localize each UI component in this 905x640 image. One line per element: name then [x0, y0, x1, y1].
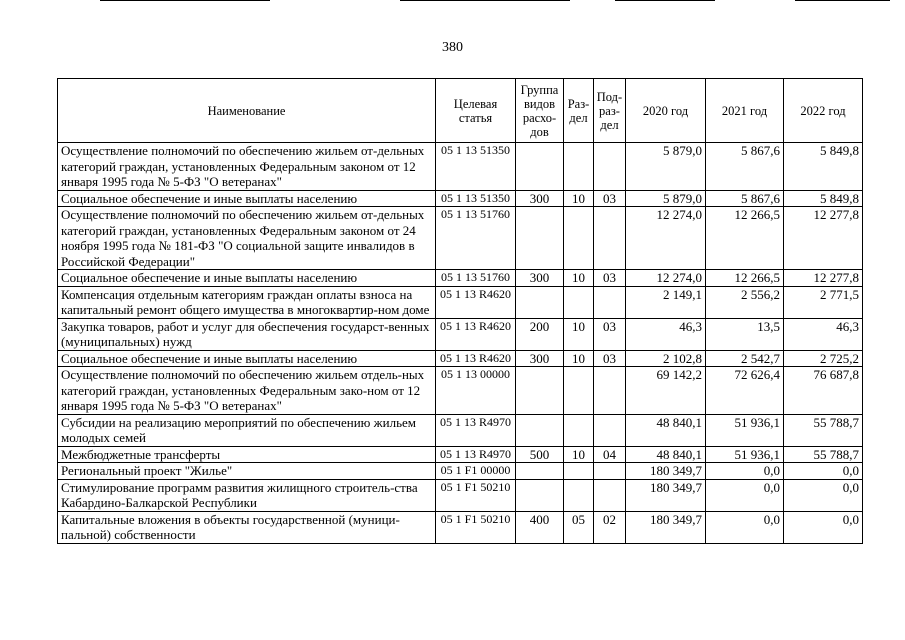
cell-section: [564, 463, 594, 480]
cell-2020: 69 142,2: [626, 367, 706, 415]
table-row: [58, 350, 863, 367]
cell-group: 200: [516, 318, 564, 350]
cell-name: Стимулирование программ развития жилищного строитель-ства Кабардино-Балкарской Республики: [58, 479, 436, 511]
top-rule-left: [100, 0, 270, 1]
cell-subsection: 03: [594, 350, 626, 367]
cell-2022: 5 849,8: [784, 143, 863, 191]
cell-section: 05: [564, 511, 594, 543]
table-body: [58, 143, 863, 544]
table-row: [58, 446, 863, 463]
cell-target: 05 1 13 R4620: [436, 318, 516, 350]
cell-subsection: [594, 479, 626, 511]
table-row: [58, 207, 863, 270]
cell-2021: 0,0: [706, 463, 784, 480]
header-section: Раз-дел: [564, 79, 594, 143]
cell-group: 300: [516, 190, 564, 207]
cell-target: 05 1 13 51760: [436, 207, 516, 270]
header-target: Целевая статья: [436, 79, 516, 143]
cell-2022: 0,0: [784, 479, 863, 511]
cell-2022: 76 687,8: [784, 367, 863, 415]
cell-name: Межбюджетные трансферты: [58, 446, 436, 463]
cell-2022: 2 771,5: [784, 286, 863, 318]
cell-subsection: [594, 143, 626, 191]
header-2022: 2022 год: [784, 79, 863, 143]
cell-target: 05 1 F1 50210: [436, 479, 516, 511]
table-row: [58, 318, 863, 350]
cell-section: [564, 367, 594, 415]
cell-2020: 2 149,1: [626, 286, 706, 318]
header-2021: 2021 год: [706, 79, 784, 143]
cell-name: Социальное обеспечение и иные выплаты населению: [58, 270, 436, 287]
cell-2021: 5 867,6: [706, 143, 784, 191]
cell-2022: 2 725,2: [784, 350, 863, 367]
top-rule-right: [615, 0, 715, 1]
cell-subsection: 03: [594, 318, 626, 350]
cell-section: 10: [564, 318, 594, 350]
cell-2020: 46,3: [626, 318, 706, 350]
table-row: [58, 463, 863, 480]
cell-name: Осуществление полномочий по обеспечению жильем от-дельных категорий граждан, установленных Федеральным законом от 12 января 1995 года № 5-ФЗ "О ветеранах": [58, 143, 436, 191]
cell-section: 10: [564, 190, 594, 207]
table-row: [58, 270, 863, 287]
cell-target: 05 1 13 51350: [436, 190, 516, 207]
cell-2020: 12 274,0: [626, 207, 706, 270]
cell-group: 400: [516, 511, 564, 543]
cell-target: 05 1 F1 00000: [436, 463, 516, 480]
table-row: [58, 286, 863, 318]
cell-target: 05 1 F1 50210: [436, 511, 516, 543]
cell-subsection: 04: [594, 446, 626, 463]
cell-target: 05 1 13 R4970: [436, 414, 516, 446]
header-name: Наименование: [58, 79, 436, 143]
cell-2021: 5 867,6: [706, 190, 784, 207]
table-header: [58, 79, 863, 143]
budget-table: [57, 78, 863, 544]
cell-group: 300: [516, 350, 564, 367]
cell-2021: 51 936,1: [706, 446, 784, 463]
page-number: 380: [442, 40, 463, 55]
cell-group: [516, 479, 564, 511]
table-row: [58, 367, 863, 415]
header-row: [58, 79, 863, 143]
cell-section: [564, 479, 594, 511]
header-group: Группа видов расхо-дов: [516, 79, 564, 143]
cell-2022: 0,0: [784, 511, 863, 543]
cell-target: 05 1 13 R4620: [436, 350, 516, 367]
cell-2022: 55 788,7: [784, 414, 863, 446]
cell-name: Компенсация отдельным категориям граждан оплаты взноса на капитальный ремонт общего имущества в многоквартир-ном доме: [58, 286, 436, 318]
cell-name: Капитальные вложения в объекты государственной (муници-пальной) собственности: [58, 511, 436, 543]
cell-2020: 5 879,0: [626, 143, 706, 191]
cell-section: 10: [564, 270, 594, 287]
cell-name: Субсидии на реализацию мероприятий по обеспечению жильем молодых семей: [58, 414, 436, 446]
cell-2021: 12 266,5: [706, 270, 784, 287]
cell-2020: 5 879,0: [626, 190, 706, 207]
cell-2020: 2 102,8: [626, 350, 706, 367]
cell-section: [564, 143, 594, 191]
top-rule-far-right: [795, 0, 890, 1]
cell-2021: 72 626,4: [706, 367, 784, 415]
cell-2021: 0,0: [706, 511, 784, 543]
table-row: [58, 479, 863, 511]
cell-subsection: [594, 463, 626, 480]
cell-group: 300: [516, 270, 564, 287]
cell-subsection: 03: [594, 190, 626, 207]
cell-group: [516, 207, 564, 270]
cell-name: Осуществление полномочий по обеспечению жильем отдель-ных категорий граждан, установленных Федеральным зако-ном от 12 января 1995 года № 5-ФЗ "О ветеранах": [58, 367, 436, 415]
header-2020: 2020 год: [626, 79, 706, 143]
cell-section: [564, 414, 594, 446]
cell-group: [516, 143, 564, 191]
cell-2022: 0,0: [784, 463, 863, 480]
cell-section: [564, 286, 594, 318]
cell-2022: 55 788,7: [784, 446, 863, 463]
cell-2020: 12 274,0: [626, 270, 706, 287]
table-row: [58, 143, 863, 191]
cell-group: [516, 414, 564, 446]
cell-name: Региональный проект "Жилье": [58, 463, 436, 480]
table-row: [58, 511, 863, 543]
table-row: [58, 414, 863, 446]
top-rule-middle: [400, 0, 570, 1]
cell-subsection: [594, 367, 626, 415]
cell-2021: 2 556,2: [706, 286, 784, 318]
cell-2021: 51 936,1: [706, 414, 784, 446]
cell-subsection: 02: [594, 511, 626, 543]
cell-name: Социальное обеспечение и иные выплаты населению: [58, 190, 436, 207]
cell-target: 05 1 13 R4970: [436, 446, 516, 463]
cell-subsection: 03: [594, 270, 626, 287]
cell-2021: 13,5: [706, 318, 784, 350]
cell-2022: 12 277,8: [784, 270, 863, 287]
cell-group: 500: [516, 446, 564, 463]
cell-group: [516, 367, 564, 415]
table-row: [58, 190, 863, 207]
cell-subsection: [594, 414, 626, 446]
cell-name: Социальное обеспечение и иные выплаты населению: [58, 350, 436, 367]
cell-group: [516, 286, 564, 318]
cell-section: [564, 207, 594, 270]
cell-2021: 2 542,7: [706, 350, 784, 367]
cell-section: 10: [564, 350, 594, 367]
cell-group: [516, 463, 564, 480]
header-subsection: Под-раз-дел: [594, 79, 626, 143]
cell-target: 05 1 13 51350: [436, 143, 516, 191]
cell-2020: 48 840,1: [626, 414, 706, 446]
cell-2022: 5 849,8: [784, 190, 863, 207]
cell-2020: 180 349,7: [626, 511, 706, 543]
cell-2022: 12 277,8: [784, 207, 863, 270]
cell-name: Закупка товаров, работ и услуг для обеспечения государст-венных (муниципальных) нужд: [58, 318, 436, 350]
cell-2020: 180 349,7: [626, 463, 706, 480]
cell-subsection: [594, 286, 626, 318]
cell-2020: 48 840,1: [626, 446, 706, 463]
cell-2020: 180 349,7: [626, 479, 706, 511]
cell-2021: 12 266,5: [706, 207, 784, 270]
cell-target: 05 1 13 00000: [436, 367, 516, 415]
cell-target: 05 1 13 51760: [436, 270, 516, 287]
cell-2022: 46,3: [784, 318, 863, 350]
cell-subsection: [594, 207, 626, 270]
cell-name: Осуществление полномочий по обеспечению жильем от-дельных категорий граждан, установленных Федеральным законом от 24 ноября 1995 года № 181-ФЗ "О социальной защите инвалидов в Российской Федерации": [58, 207, 436, 270]
cell-section: 10: [564, 446, 594, 463]
cell-2021: 0,0: [706, 479, 784, 511]
cell-target: 05 1 13 R4620: [436, 286, 516, 318]
